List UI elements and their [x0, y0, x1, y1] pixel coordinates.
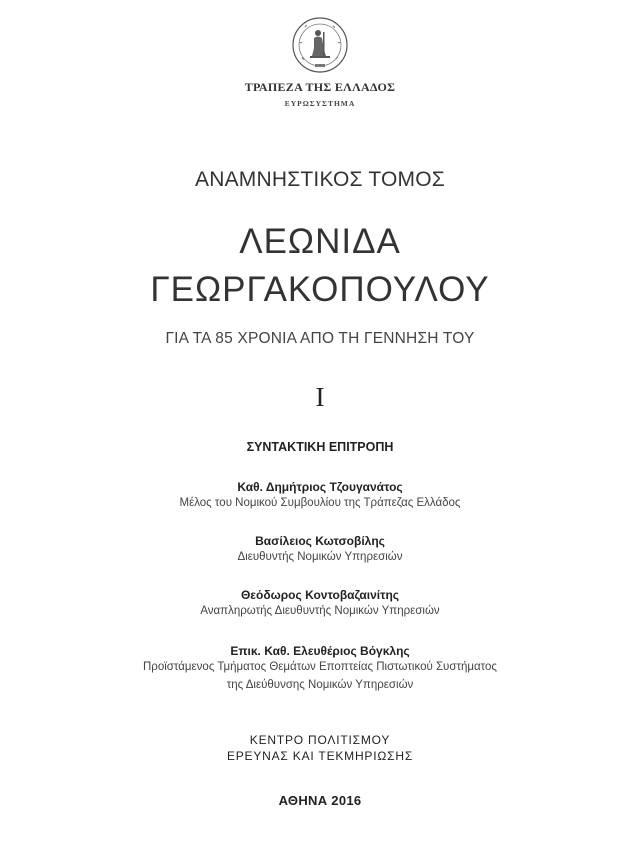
committee-member-role-continued: της Διεύθυνσης Νομικών Υπηρεσιών	[226, 679, 414, 691]
eurosystem-label: ΕΥΡΩΣΥΣΤΗΜΑ	[284, 99, 356, 108]
publisher-line-2: ΕΡΕΥΝΑΣ ΚΑΙ ΤΕΚΜΗΡΙΩΣΗΣ	[226, 749, 414, 763]
imprint-city-year: ΑΘΗΝΑ 2016	[278, 793, 362, 808]
volume-label: ΑΝΑΜΝΗΣΤΙΚΟΣ ΤΟΜΟΣ	[195, 168, 445, 191]
committee-member-name: Καθ. Δημήτριος Τζουγανάτος	[237, 480, 403, 494]
committee-member-role: Αναπληρωτής Διευθυντής Νομικών Υπηρεσιών	[200, 605, 440, 617]
volume-number: Ι	[315, 382, 325, 412]
publisher-line-1: ΚΕΝΤΡΟ ΠΟΛΙΤΙΣΜΟΥ	[249, 733, 391, 747]
committee-member-role: Μέλος του Νομικού Συμβουλίου της Τράπεζας Ελλάδος	[179, 497, 461, 509]
committee-member-role: Προϊστάμενος Τμήματος Θεμάτων Εποπτείας Πιστωτικού Συστήματος	[143, 661, 497, 673]
book-subtitle: ΓΙΑ ΤΑ 85 ΧΡΟΝΙΑ ΑΠΟ ΤΗ ΓΕΝΝΗΣΗ ΤΟΥ	[165, 330, 475, 347]
bank-of-greece-seal-icon	[290, 14, 350, 76]
committee-member-name: Θεόδωρος Κοντοβαζαινίτης	[240, 588, 400, 602]
bank-name: ΤΡΑΠΕΖΑ ΤΗΣ ΕΛΛΑΔΟΣ	[244, 80, 396, 94]
committee-member-role: Διευθυντής Νομικών Υπηρεσιών	[237, 551, 403, 563]
honoree-first-name: ΛΕΩΝΙΔΑ	[239, 222, 401, 261]
honoree-surname: ΓΕΩΡΓΑΚΟΠΟΥΛΟΥ	[150, 270, 490, 309]
committee-member-name: Βασίλειος Κωτσοβίλης	[255, 534, 385, 548]
committee-member-name: Επικ. Καθ. Ελευθέριος Βόγκλης	[230, 644, 410, 658]
committee-heading: ΣΥΝΤΑΚΤΙΚΗ ΕΠΙΤΡΟΠΗ	[246, 440, 394, 454]
